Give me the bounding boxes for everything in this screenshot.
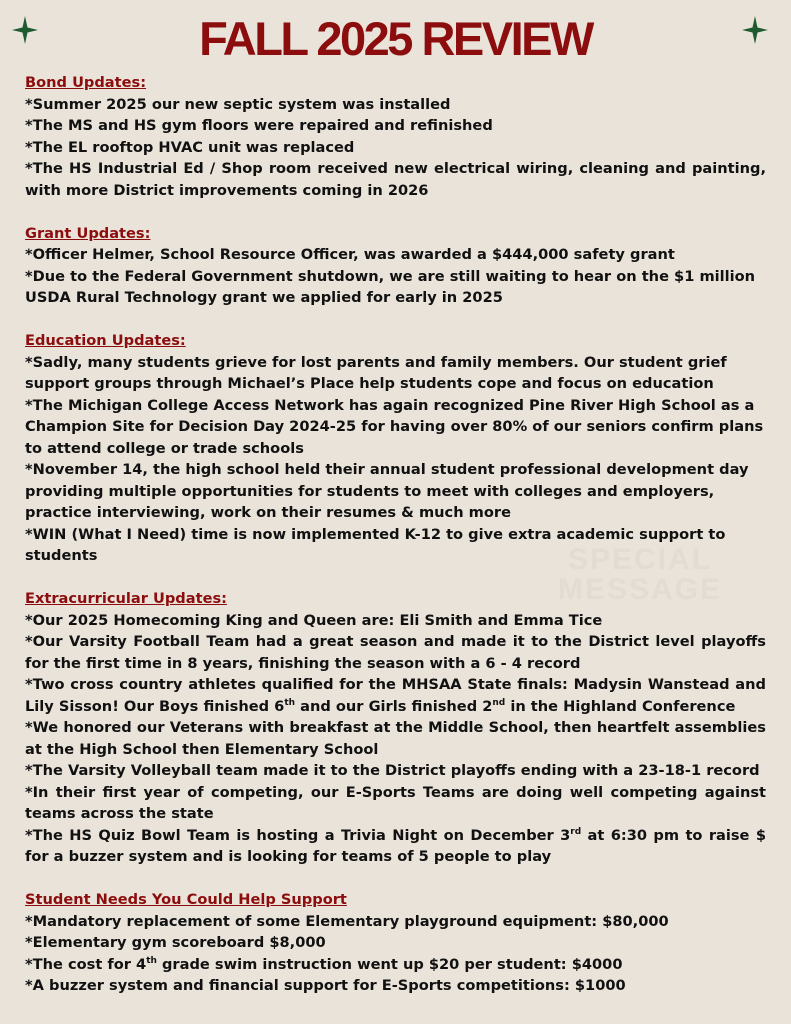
grant-section — [25, 223, 766, 309]
ordinal-suffix: th — [146, 955, 157, 966]
item-text: at 6:30 pm to raise $ for a buzzer system and is looking for teams of 5 people to play — [25, 826, 766, 865]
extracurricular-section — [25, 588, 766, 868]
needs-section — [25, 889, 766, 997]
list-item: *Summer 2025 our new septic system was installed — [25, 95, 451, 113]
list-item: *We honored our Veterans with breakfast at the Middle School, then heartfelt assemblies at the High School then Elementary School — [25, 719, 766, 758]
list-item: *The HS Industrial Ed / Shop room received new electrical wiring, cleaning and painting, with more District improvements coming in 2026 — [25, 160, 766, 199]
list-item: *Officer Helmer, School Resource Officer, was awarded a $444,000 safety grant — [25, 246, 675, 263]
item-text: *The HS Quiz Bowl Team is hosting a Trivia Night on December 3 — [25, 826, 571, 844]
section-heading: Student Needs You Could Help Support — [25, 891, 347, 908]
list-item: *Due to the Federal Government shutdown, we are still waiting to hear on the $1 million USDA Rural Technology grant we applied for early in 2025 — [25, 267, 756, 306]
ordinal-suffix: th — [284, 697, 296, 708]
list-item: *The EL rooftop HVAC unit was replaced — [25, 138, 355, 156]
item-text: in the Highland Conference — [505, 697, 736, 715]
list-item — [25, 954, 766, 976]
list-item: *Our 2025 Homecoming King and Queen are: Eli Smith and Emma Tice — [25, 611, 603, 629]
list-item: *The MS and HS gym floors were repaired and refinished — [25, 117, 493, 134]
list-item: *Our Varsity Football Team had a great season and made it to the District level playoffs for the first time in 8 years, finishing the season with a 6 - 4 record — [25, 633, 766, 672]
list-item: *Mandatory replacement of some Elementary playground equipment: $80,000 — [25, 912, 669, 930]
section-heading: Education Updates: — [25, 332, 186, 349]
list-item: *The Michigan College Access Network has again recognized Pine River High School as a Champion Site for Decision Day 2024-25 for having over 80% of our seniors confirm plans to attend college or trade schools — [25, 396, 764, 457]
list-item: *Elementary gym scoreboard $8,000 — [25, 934, 326, 951]
section-heading: Extracurricular Updates: — [25, 590, 227, 607]
education-section — [25, 330, 766, 567]
watermark-line: MESSAGE — [558, 573, 723, 606]
watermark-line: SPECIAL — [568, 543, 713, 576]
list-item: *In their first year of competing, our E-Sports Teams are doing well competing against teams across the state — [25, 783, 766, 822]
page-title: FALL 2025 REVIEW — [199, 12, 592, 65]
list-item: *November 14, the high school held their annual student professional development day providing multiple opportunities for students to meet with colleges and employers, practice interviewing, work on their resumes & much more — [25, 461, 749, 521]
review-content — [25, 72, 766, 1018]
list-item: *A buzzer system and financial support for E-Sports competitions: $1000 — [25, 977, 626, 994]
item-text: *The cost for 4 — [25, 955, 147, 973]
ordinal-suffix: rd — [570, 826, 582, 837]
list-item — [25, 674, 766, 717]
item-text: grade swim instruction went up $20 per student: $4000 — [156, 955, 623, 973]
list-item: *WIN (What I Need) time is now implemented K-12 to give extra academic support to students — [25, 525, 726, 564]
item-text: and our Girls finished 2 — [295, 697, 493, 715]
item-text: *Two cross country athletes qualified for the MHSAA State finals: Madysin Wanstead and Lily Sisson! Our Boys finished 6 — [25, 676, 766, 715]
section-heading: Grant Updates: — [25, 224, 151, 242]
list-item — [25, 825, 766, 868]
bond-section — [25, 72, 766, 201]
ordinal-suffix: nd — [492, 697, 506, 708]
section-heading: Bond Updates: — [25, 74, 147, 91]
list-item: *Sadly, many students grieve for lost parents and family members. Our student grief support groups through Michael’s Place help students cope and focus on education — [25, 353, 727, 392]
list-item: *The Varsity Volleyball team made it to the District playoffs ending with a 23-18-1 record — [25, 762, 760, 779]
